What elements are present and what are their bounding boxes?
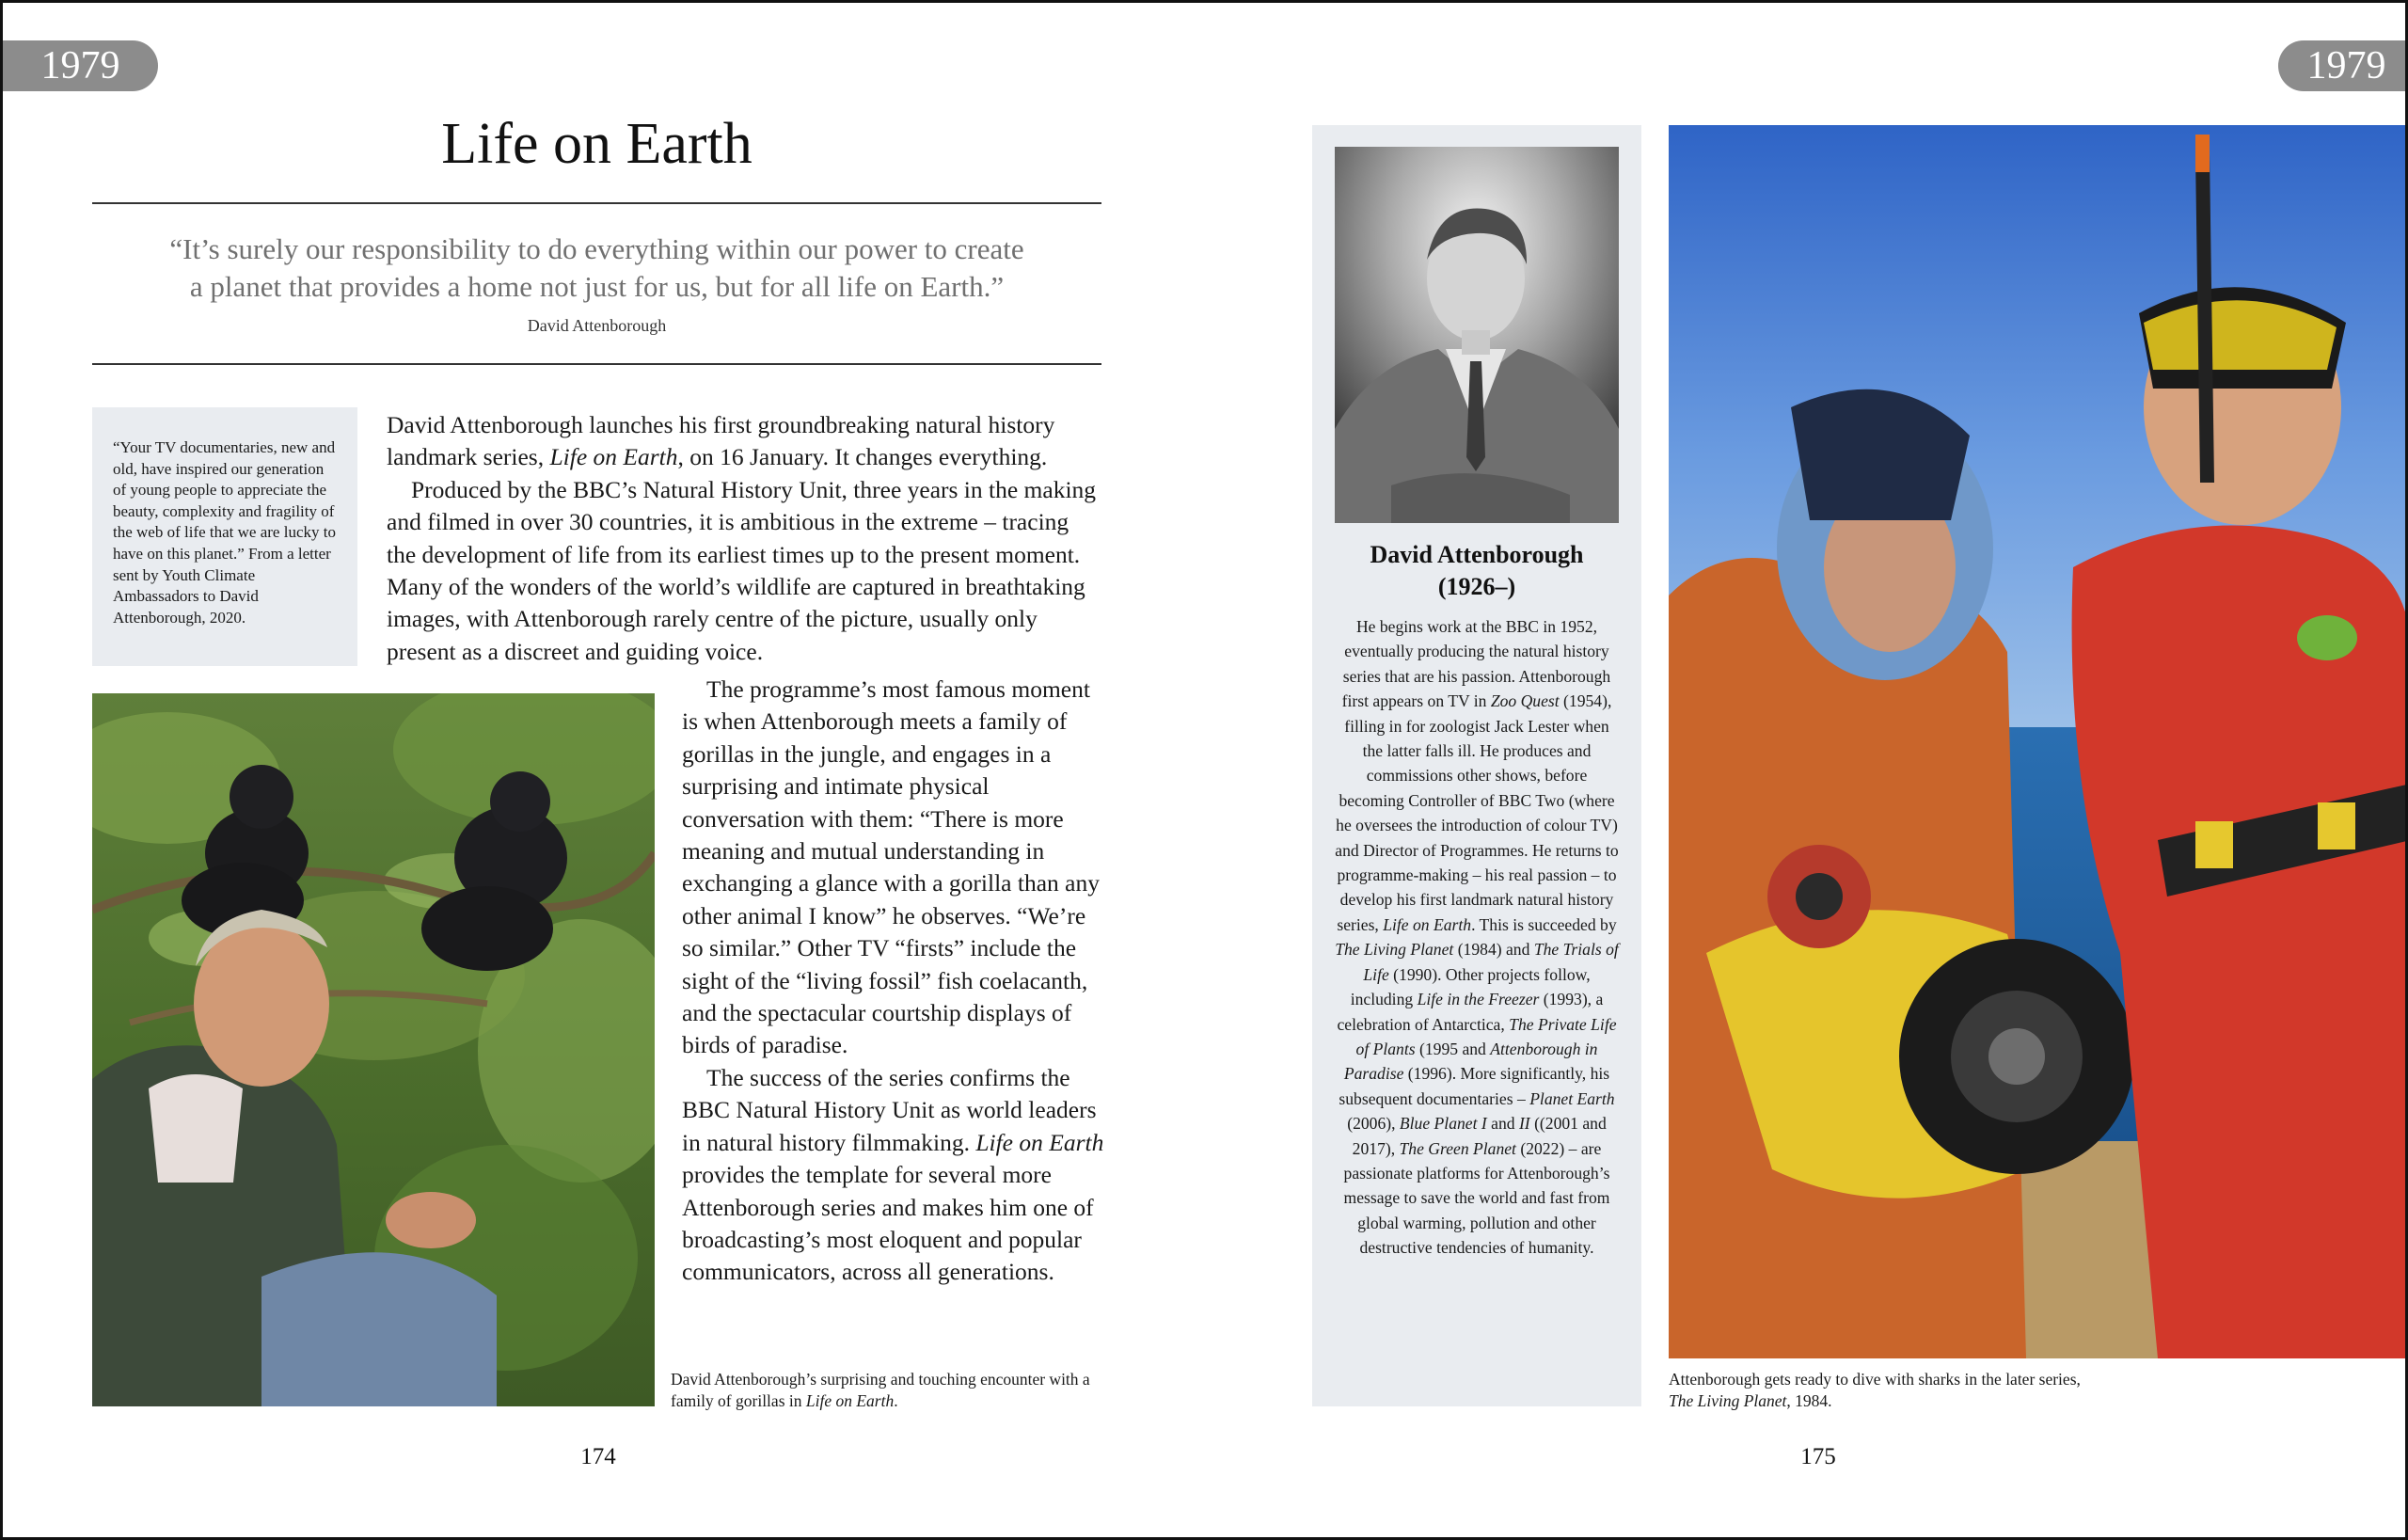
biography-dates: (1926–)	[1437, 573, 1516, 600]
biography-text-run: (1984) and	[1453, 940, 1534, 960]
body-column-top	[387, 409, 1103, 668]
pull-quote-line-2: a planet that provides a home not just for us, but for all life on Earth.”	[189, 270, 1005, 303]
portrait-photo	[1335, 147, 1619, 523]
diving-photo	[1669, 125, 2408, 1358]
portrait-illustration	[1335, 147, 1619, 523]
diving-photo-caption	[1669, 1369, 2083, 1412]
title-divider	[92, 202, 1101, 204]
biography-text-run: He begins work at the BBC in 1952, eventually producing the natural history series that are his passion. Attenborough first appears on TV in	[1341, 617, 1611, 711]
biography-text-run: and	[1486, 1114, 1519, 1134]
biography-text-run: (1996). More significantly, his subsequent documentaries –	[1339, 1064, 1610, 1108]
biography-title-italic: Attenborough in Paradise	[1343, 1039, 1598, 1084]
gorilla-photo-illustration	[92, 693, 655, 1406]
caption-text-run: Attenborough gets ready to dive with sharks in the later series,	[1669, 1370, 2081, 1389]
biography-text-run: . This is succeeded by	[1471, 914, 1617, 934]
body-paragraph-4	[682, 1062, 1105, 1289]
biography-heading	[1312, 539, 1641, 603]
biography-title-italic: Life on Earth	[1383, 914, 1472, 934]
caption-text-run: , 1984.	[1786, 1391, 1832, 1410]
biography-text-run: (1995 and	[1415, 1039, 1491, 1058]
gorilla-photo-caption	[671, 1369, 1103, 1412]
biography-text-run: (1990). Other projects follow, including	[1350, 964, 1591, 1009]
series-title-italic: Life on Earth	[549, 443, 678, 471]
caption-title-italic: The Living Planet	[1669, 1391, 1787, 1410]
biography-title-italic: Planet Earth	[1529, 1088, 1615, 1108]
body-text-run: David Attenborough launches his first groundbreaking natural history landmark series,	[387, 411, 1055, 471]
biography-name: David Attenborough	[1370, 541, 1584, 568]
biography-panel	[1312, 125, 1641, 1406]
biography-text-run: (2022) – are passionate platforms for Attenborough’s message to save the world and fast from global warming, pollution and other destructive tendencies of humanity.	[1343, 1138, 1610, 1258]
diving-photo-illustration	[1669, 125, 2408, 1358]
series-title-italic: Life on Earth	[975, 1128, 1104, 1156]
quote-divider	[92, 363, 1101, 365]
page-title: Life on Earth	[441, 112, 752, 176]
body-text-run: The success of the series confirms the BBC Natural History Unit as world leaders in natural history filmmaking.	[682, 1063, 1097, 1156]
biography-title-italic: Zoo Quest	[1490, 691, 1560, 711]
body-paragraph-2: Produced by the BBC’s Natural History Unit, three years in the making and filmed in over 30 countries, it is ambitious in the extreme – tracing the development of life from its earliest times up to the present moment. Many of the wonders of the world’s wildlife are captured in breathtaking images, with Attenborough rarely centre of the picture, usually only present as a discreet and guiding voice.	[387, 475, 1097, 665]
gorilla-photo	[92, 693, 655, 1406]
year-tab-left: 1979	[3, 40, 158, 91]
quote-attribution: David Attenborough	[527, 316, 667, 335]
pull-quote-line-1: “It’s surely our responsibility to do everything within our power to create	[169, 232, 1024, 265]
biography-title-italic: Life in the Freezer	[1417, 990, 1540, 1009]
body-paragraph-1	[387, 409, 1103, 474]
caption-text-run: David Attenborough’s surprising and touching encounter with a family of gorillas in	[671, 1370, 1090, 1410]
caption-title-italic: Life on Earth	[805, 1391, 895, 1410]
body-text-run: , on 16 January. It changes everything.	[677, 443, 1048, 471]
biography-title-italic: The Green Planet	[1399, 1138, 1516, 1158]
biography-title-italic: The Private Life of Plants	[1355, 1014, 1617, 1058]
biography-text-run: (2006),	[1347, 1114, 1400, 1134]
biography-text-run: (1993), a celebration of Antarctica,	[1337, 990, 1604, 1034]
sidebar-quote-text: “Your TV documentaries, new and old, have inspired our generation of young people to appreciate the beauty, complexity and fragility of the web of life that we are lucky to have on this planet.” From a letter sent by Youth Climate Ambassadors to David Attenborough, 2020.	[113, 438, 336, 627]
body-column-bottom	[682, 674, 1105, 1289]
body-paragraph-3: The programme’s most famous moment is when Attenborough meets a family of gorillas in the jungle, and engages in a surprising and intimate physical conversation with them: “There is more meaning and mutual understanding in exchanging a glance with a gorilla than any other animal I know” he observes. “We’re so similar.” Other TV “firsts” include the sight of the “living fossil” fish coelacanth, and the spectacular courtship displays of birds of paradise.	[682, 675, 1100, 1059]
biography-title-italic: The Trials of Life	[1363, 940, 1619, 984]
biography-text	[1333, 614, 1621, 1261]
biography-title-italic: The Living Planet	[1335, 940, 1454, 960]
page-number-right: 175	[1800, 1444, 1836, 1469]
body-text-run: provides the template for several more Attenborough series and makes him one of broadcasting’s most eloquent and popular communicators, across all generations.	[682, 1161, 1094, 1286]
biography-text-run: (1954), filling in for zoologist Jack Lester when the latter falls ill. He produces and commissions other shows, before becoming Controller of BBC Two (where he oversees the introduction of colour TV) and Director of Programmes. He returns to programme-making – his real passion – to develop his first landmark natural history series,	[1335, 691, 1619, 934]
biography-text-run: ((2001 and 2017),	[1352, 1114, 1607, 1158]
biography-title-italic: Blue Planet I	[1399, 1114, 1487, 1134]
pull-quote	[92, 230, 1101, 306]
page-number-left: 174	[580, 1444, 616, 1469]
caption-text-run: .	[894, 1391, 898, 1410]
year-tab-right: 1979	[2278, 40, 2405, 91]
biography-title-italic: II	[1518, 1114, 1530, 1134]
sidebar-quote-box	[92, 407, 357, 666]
